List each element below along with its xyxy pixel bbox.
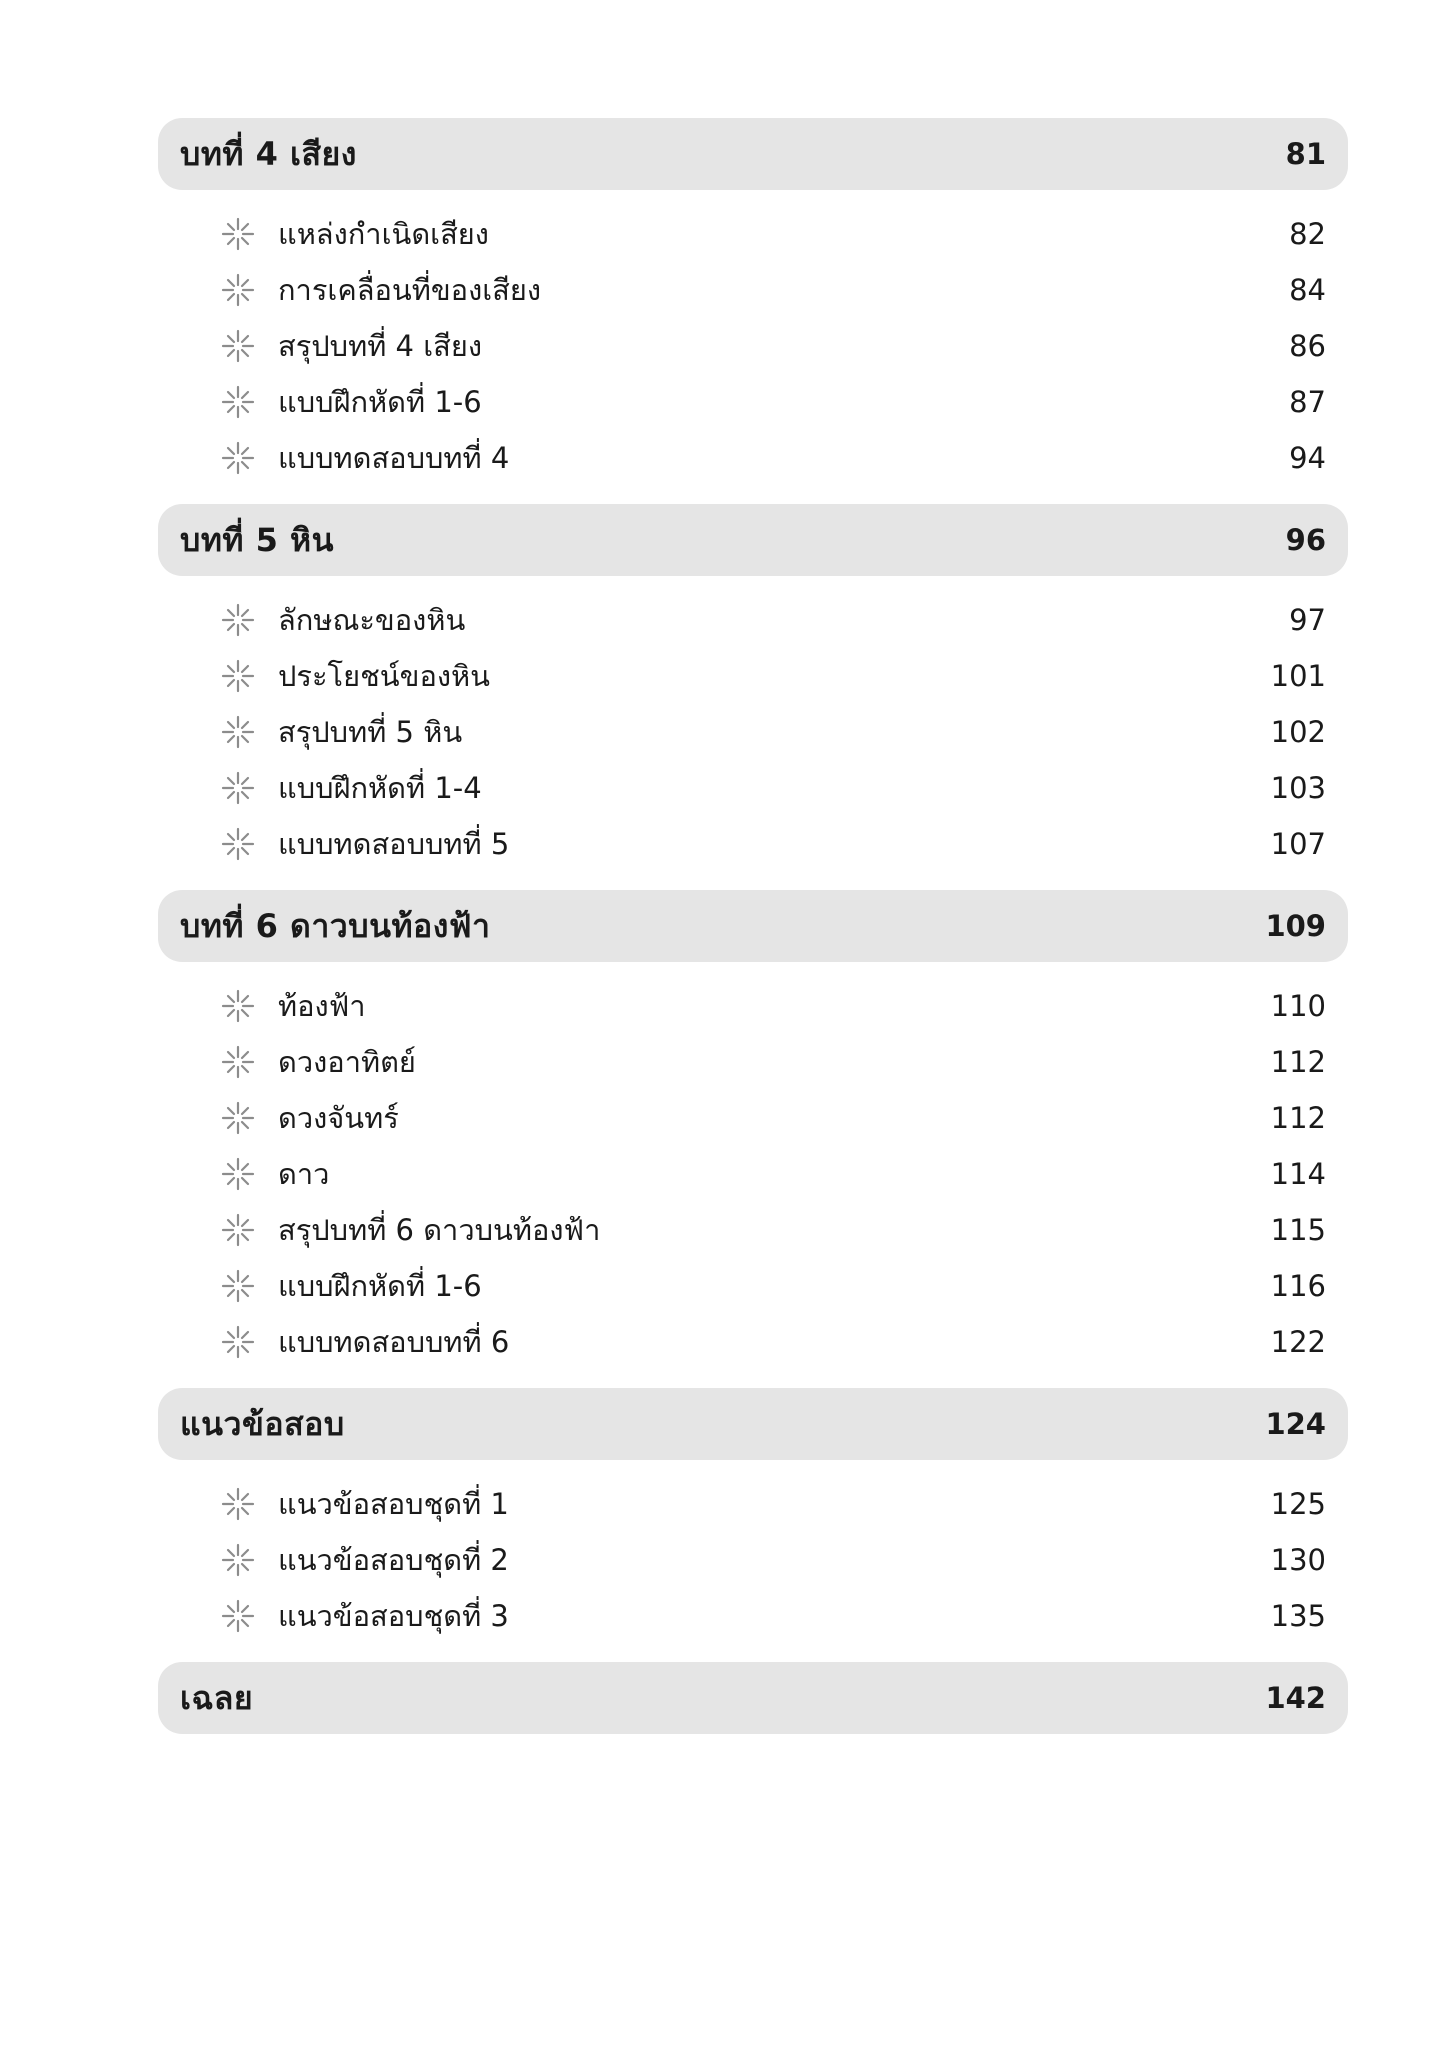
toc-entry-page-number: 87 (1289, 385, 1326, 419)
toc-entry-label: แบบทดสอบบทที่ 6 (278, 1325, 510, 1359)
toc-entry-page-number: 107 (1270, 827, 1326, 861)
toc-entry (158, 1476, 1348, 1532)
toc-entry-label: ท้องฟ้า (278, 989, 366, 1023)
toc-entry (158, 1532, 1348, 1588)
toc-entry-page-number: 82 (1289, 217, 1326, 251)
toc-entry-left (220, 653, 490, 699)
section-page-number: 142 (1265, 1681, 1326, 1715)
sparkle-icon (220, 658, 256, 694)
toc-entry (158, 206, 1348, 262)
toc-entry (158, 262, 1348, 318)
sparkle-icon (220, 440, 256, 476)
toc-entry-page-number: 122 (1270, 1325, 1326, 1359)
toc-entry-label: แบบฝึกหัดที่ 1-6 (278, 385, 482, 419)
toc-entry-left (220, 1207, 600, 1253)
toc-entry-left (220, 709, 462, 755)
toc-entry-left (220, 435, 509, 481)
section-title: บทที่ 6 ดาวบนท้องฟ้า (180, 906, 491, 945)
toc-entry-label: แหล่งกำเนิดเสียง (278, 217, 489, 251)
section-header (158, 1388, 1348, 1460)
sparkle-icon (220, 770, 256, 806)
toc-entry (158, 1258, 1348, 1314)
sparkle-icon (220, 1268, 256, 1304)
toc-entry-page-number: 102 (1270, 715, 1326, 749)
sparkle-icon (220, 1324, 256, 1360)
toc-entry (158, 1202, 1348, 1258)
toc-entry-page-number: 130 (1270, 1543, 1326, 1577)
toc-entry (158, 374, 1348, 430)
section-page-number: 81 (1285, 137, 1326, 171)
section-page-number: 109 (1265, 909, 1326, 943)
section-entries (158, 576, 1348, 890)
toc-entry-label: สรุปบทที่ 5 หิน (278, 715, 463, 749)
toc-entry-page-number: 125 (1270, 1487, 1326, 1521)
toc-entry (158, 430, 1348, 486)
table-of-contents (158, 118, 1348, 1734)
sparkle-icon (220, 328, 256, 364)
toc-entry (158, 1146, 1348, 1202)
toc-entry-left (220, 1537, 509, 1583)
sparkle-icon (220, 1044, 256, 1080)
toc-entry-page-number: 94 (1289, 441, 1326, 475)
sparkle-icon (220, 1212, 256, 1248)
toc-entry-left (220, 765, 482, 811)
section-header (158, 1662, 1348, 1734)
toc-entry (158, 648, 1348, 704)
toc-entry (158, 704, 1348, 760)
toc-entry-left (220, 1593, 509, 1639)
toc-entry-label: แบบทดสอบบทที่ 5 (278, 827, 510, 861)
section-title: บทที่ 4 เสียง (180, 134, 357, 173)
toc-entry (158, 1034, 1348, 1090)
toc-entry-page-number: 114 (1270, 1157, 1326, 1191)
toc-entry (158, 1314, 1348, 1370)
toc-entry-page-number: 116 (1270, 1269, 1326, 1303)
toc-entry (158, 1090, 1348, 1146)
toc-entry-page-number: 110 (1270, 989, 1326, 1023)
toc-entry-page-number: 103 (1270, 771, 1326, 805)
toc-entry-label: แนวข้อสอบชุดที่ 2 (278, 1543, 509, 1577)
toc-section (158, 1662, 1348, 1734)
toc-entry-label: แบบฝึกหัดที่ 1-6 (278, 1269, 482, 1303)
toc-entry-label: แบบฝึกหัดที่ 1-4 (278, 771, 482, 805)
section-header (158, 504, 1348, 576)
toc-entry-page-number: 115 (1270, 1213, 1326, 1247)
toc-entry-page-number: 86 (1289, 329, 1326, 363)
sparkle-icon (220, 384, 256, 420)
toc-entry (158, 318, 1348, 374)
toc-entry-left (220, 1095, 399, 1141)
toc-entry-page-number: 84 (1289, 273, 1326, 307)
toc-entry-left (220, 1319, 509, 1365)
toc-entry-label: การเคลื่อนที่ของเสียง (278, 273, 542, 307)
section-title: เฉลย (180, 1678, 254, 1717)
sparkle-icon (220, 602, 256, 638)
sparkle-icon (220, 216, 256, 252)
toc-section (158, 890, 1348, 1388)
sparkle-icon (220, 1486, 256, 1522)
toc-entry-page-number: 97 (1289, 603, 1326, 637)
sparkle-icon (220, 714, 256, 750)
sparkle-icon (220, 1100, 256, 1136)
toc-entry-left (220, 597, 465, 643)
sparkle-icon (220, 988, 256, 1024)
toc-entry-label: แบบทดสอบบทที่ 4 (278, 441, 510, 475)
toc-section (158, 1388, 1348, 1662)
toc-entry-label: ประโยชน์ของหิน (278, 659, 490, 693)
sparkle-icon (220, 1156, 256, 1192)
section-entries (158, 190, 1348, 504)
sparkle-icon (220, 826, 256, 862)
section-entries (158, 1460, 1348, 1662)
section-page-number: 96 (1285, 523, 1326, 557)
toc-entry-page-number: 112 (1270, 1101, 1326, 1135)
toc-entry-left (220, 379, 482, 425)
toc-entry (158, 592, 1348, 648)
toc-entry-page-number: 112 (1270, 1045, 1326, 1079)
toc-entry-left (220, 821, 509, 867)
sparkle-icon (220, 272, 256, 308)
toc-entry-label: ลักษณะของหิน (278, 603, 466, 637)
toc-entry-label: ดวงอาทิตย์ (278, 1045, 416, 1079)
section-title: บทที่ 5 หิน (180, 520, 335, 559)
toc-entry-label: สรุปบทที่ 4 เสียง (278, 329, 482, 363)
section-page-number: 124 (1265, 1407, 1326, 1441)
toc-entry (158, 1588, 1348, 1644)
sparkle-icon (220, 1542, 256, 1578)
toc-entry-label: ดวงจันทร์ (278, 1101, 399, 1135)
section-header (158, 890, 1348, 962)
sparkle-icon (220, 1598, 256, 1634)
toc-entry (158, 760, 1348, 816)
toc-entry-left (220, 1039, 416, 1085)
toc-entry-left (220, 1151, 329, 1197)
section-entries (158, 962, 1348, 1388)
toc-entry (158, 816, 1348, 872)
toc-section (158, 504, 1348, 890)
toc-entry-left (220, 1481, 509, 1527)
toc-entry-left (220, 323, 482, 369)
toc-entry-page-number: 101 (1270, 659, 1326, 693)
section-header (158, 118, 1348, 190)
toc-entry-label: แนวข้อสอบชุดที่ 1 (278, 1487, 509, 1521)
toc-entry-left (220, 211, 489, 257)
toc-entry-left (220, 1263, 482, 1309)
toc-entry-label: แนวข้อสอบชุดที่ 3 (278, 1599, 509, 1633)
section-title: แนวข้อสอบ (180, 1404, 345, 1443)
toc-entry (158, 978, 1348, 1034)
toc-entry-left (220, 267, 541, 313)
toc-section (158, 118, 1348, 504)
toc-entry-label: ดาว (278, 1157, 330, 1191)
toc-entry-left (220, 983, 366, 1029)
toc-entry-page-number: 135 (1270, 1599, 1326, 1633)
toc-entry-label: สรุปบทที่ 6 ดาวบนท้องฟ้า (278, 1213, 601, 1247)
